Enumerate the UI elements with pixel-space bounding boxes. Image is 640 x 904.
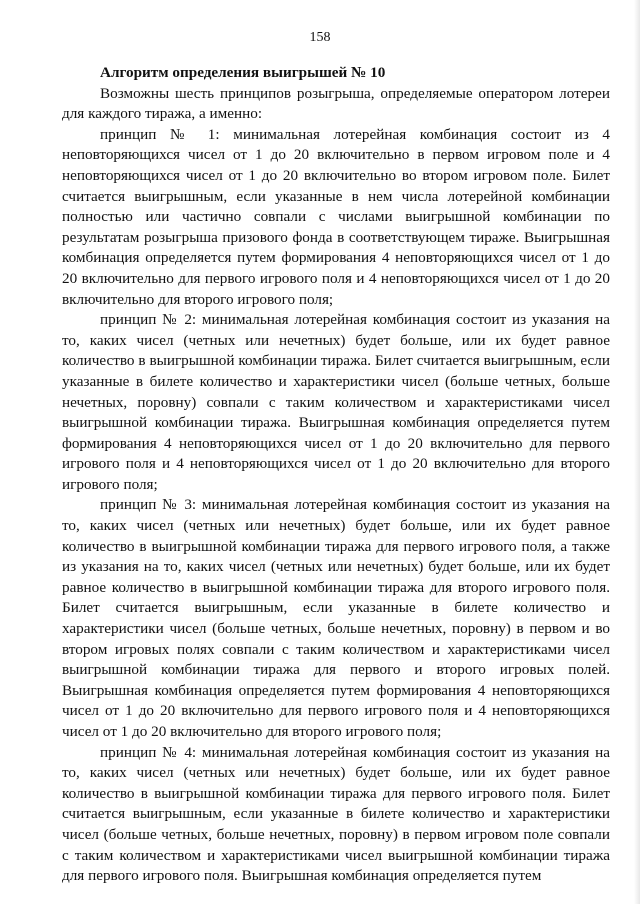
paragraph-principle-2: принцип № 2: минимальная лотерейная комбинация состоит из указания на то, каких чисел (четных или нечетных) будет больше, или их будет равное количество в выигрышной комбинации тиража. Билет считается выигрышным, если указанные в билете количество и характеристики чисел (больше четных, больше нечетных, поровну) совпали с таким количеством и характеристиками чисел выигрышной комбинации тиража. Выигрышная комбинация определяется путем формирования 4 неповторяющихся чисел от 1 до 20 включительно для первого игрового поля и 4 неповторяющихся чисел от 1 до 20 включительно для второго игрового поля;	[62, 311, 610, 493]
paragraph-principle-4: принцип № 4: минимальная лотерейная комбинация состоит из указания на то, каких чисел (четных или нечетных) будет больше, или их будет равное количество в выигрышной комбинации тиража для первого игрового поля. Билет считается выигрышным, если указанные в билете количество и характеристики чисел (больше четных, больше нечетных, поровну) в первом игровом поле совпали с таким количеством и характеристиками чисел выигрышной комбинации тиража для первого игрового поля. Выигрышная комбинация определяется путем	[62, 743, 610, 885]
page-edge-shadow	[634, 0, 640, 904]
paragraph-principle-3: принцип № 3: минимальная лотерейная комбинация состоит из указания на то, каких чисел (четных или нечетных) будет больше, или их будет равное количество в выигрышной комбинации тиража для первого игрового поля, а также из указания на то, каких чисел (четных или нечетных) будет больше, или их будет равное количество в выигрышной комбинации тиража для второго игрового поля. Билет считается выигрышным, если указанные в билете количество и характеристики чисел (больше четных, больше нечетных, поровну) в первом и во втором игровых полях совпали с таким количеством и характеристиками чисел выигрышной комбинации тиража для первого и второго игровых полей. Выигрышная комбинация определяется путем формирования 4 неповторяющихся чисел от 1 до 20 включительно для первого игрового поля и 4 неповторяющихся чисел от 1 до 20 включительно для второго игрового поля;	[62, 496, 610, 740]
page-number: 158	[309, 30, 331, 45]
section-heading: Алгоритм определения выигрышей № 10	[100, 64, 386, 81]
paragraph-principle-1: принцип № 1: минимальная лотерейная комбинация состоит из 4 неповторяющихся чисел от 1 до 20 включительно в первом игровом поле и 4 неповторяющихся чисел от 1 до 20 включительно во втором игровом поле. Билет считается выигрышным, если указанные в нем числа лотерейной комбинации полностью или частично совпали с числами выигрышной комбинации по результатам розыгрыша призового фонда в соответствующем тираже. Выигрышная комбинация определяется путем формирования 4 неповторяющихся чисел от 1 до 20 включительно для первого игрового поля и 4 неповторяющихся чисел от 1 до 20 включительно для второго игрового поля;	[62, 125, 610, 308]
document-body	[62, 63, 610, 887]
paragraph-intro: Возможны шесть принципов розыгрыша, определяемые оператором лотереи для каждого тиража, а именно:	[62, 84, 610, 123]
